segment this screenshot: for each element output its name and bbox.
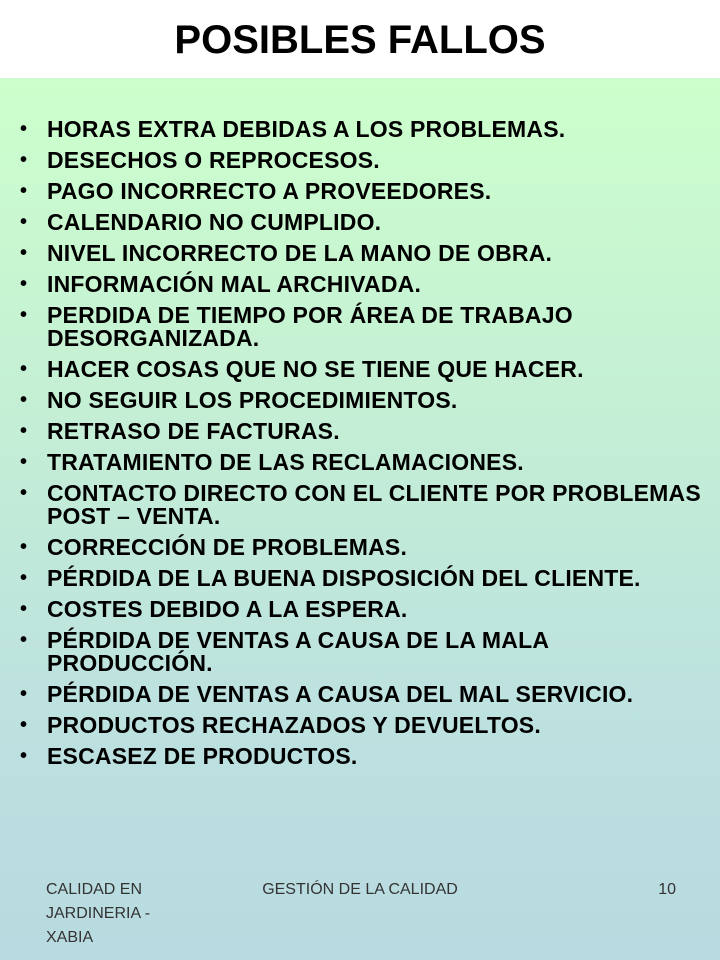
bullet-item <box>20 629 710 675</box>
bullet-dot-icon: • <box>20 211 28 233</box>
bullet-dot-icon: • <box>20 149 28 171</box>
bullet-text: DESECHOS O REPROCESOS. <box>47 147 380 173</box>
bullet-text: CONTACTO DIRECTO CON EL CLIENTE POR PROBLEMAS POST – VENTA. <box>47 480 701 529</box>
bullet-text: INFORMACIÓN MAL ARCHIVADA. <box>47 271 422 297</box>
bullet-text: ESCASEZ DE PRODUCTOS. <box>47 743 358 769</box>
bullet-dot-icon: • <box>20 420 28 442</box>
bullet-dot-icon: • <box>20 482 28 504</box>
bullet-dot-icon: • <box>20 714 28 736</box>
bullet-dot-icon: • <box>20 629 28 651</box>
bullet-text: NIVEL INCORRECTO DE LA MANO DE OBRA. <box>47 240 553 266</box>
bullet-dot-icon: • <box>20 180 28 202</box>
bullet-dot-icon: • <box>20 451 28 473</box>
bullet-item <box>20 420 710 443</box>
bullet-item <box>20 242 710 265</box>
bullet-text: PÉRDIDA DE VENTAS A CAUSA DEL MAL SERVICIO. <box>47 681 634 707</box>
bullet-dot-icon: • <box>20 536 28 558</box>
bullet-dot-icon: • <box>20 598 28 620</box>
bullet-dot-icon: • <box>20 567 28 589</box>
bullet-item <box>20 304 710 350</box>
bullet-dot-icon: • <box>20 745 28 767</box>
bullet-dot-icon: • <box>20 242 28 264</box>
page-number: 10 <box>658 881 676 898</box>
bullet-item <box>20 714 710 737</box>
footer-left-text: CALIDAD EN JARDINERIA - XABIA <box>46 881 151 946</box>
bullet-item <box>20 598 710 621</box>
bullet-text: PÉRDIDA DE LA BUENA DISPOSICIÓN DEL CLIENTE. <box>47 565 641 591</box>
bullet-item <box>20 745 710 768</box>
bullet-item <box>20 211 710 234</box>
bullet-dot-icon: • <box>20 118 28 140</box>
bullet-item <box>20 180 710 203</box>
bullet-text: HACER COSAS QUE NO SE TIENE QUE HACER. <box>47 356 584 382</box>
bullet-item <box>20 683 710 706</box>
bullet-item <box>20 118 710 141</box>
bullet-text: HORAS EXTRA DEBIDAS A LOS PROBLEMAS. <box>47 116 566 142</box>
bullet-item <box>20 273 710 296</box>
bullet-text: PAGO INCORRECTO A PROVEEDORES. <box>47 178 492 204</box>
bullet-dot-icon: • <box>20 358 28 380</box>
bullet-text: PRODUCTOS RECHAZADOS Y DEVUELTOS. <box>47 712 541 738</box>
bullet-dot-icon: • <box>20 389 28 411</box>
bullet-text: TRATAMIENTO DE LAS RECLAMACIONES. <box>47 449 524 475</box>
bullet-dot-icon: • <box>20 273 28 295</box>
footer-center-text: GESTIÓN DE LA CALIDAD <box>262 881 458 898</box>
bullet-list <box>20 118 710 776</box>
bullet-dot-icon: • <box>20 304 28 326</box>
bullet-item <box>20 567 710 590</box>
bullet-text: NO SEGUIR LOS PROCEDIMIENTOS. <box>47 387 458 413</box>
bullet-dot-icon: • <box>20 683 28 705</box>
bullet-item <box>20 149 710 172</box>
bullet-item <box>20 536 710 559</box>
bullet-text: CORRECCIÓN DE PROBLEMAS. <box>47 534 408 560</box>
bullet-text: PÉRDIDA DE VENTAS A CAUSA DE LA MALA PRODUCCIÓN. <box>47 627 549 676</box>
bullet-text: CALENDARIO NO CUMPLIDO. <box>47 209 382 235</box>
bullet-text: COSTES DEBIDO A LA ESPERA. <box>47 596 408 622</box>
bullet-item <box>20 482 710 528</box>
bullet-item <box>20 389 710 412</box>
bullet-item <box>20 358 710 381</box>
bullet-text: RETRASO DE FACTURAS. <box>47 418 340 444</box>
bullet-text: PERDIDA DE TIEMPO POR ÁREA DE TRABAJO DESORGANIZADA. <box>47 302 573 351</box>
bullet-item <box>20 451 710 474</box>
slide-title: POSIBLES FALLOS <box>174 18 546 62</box>
